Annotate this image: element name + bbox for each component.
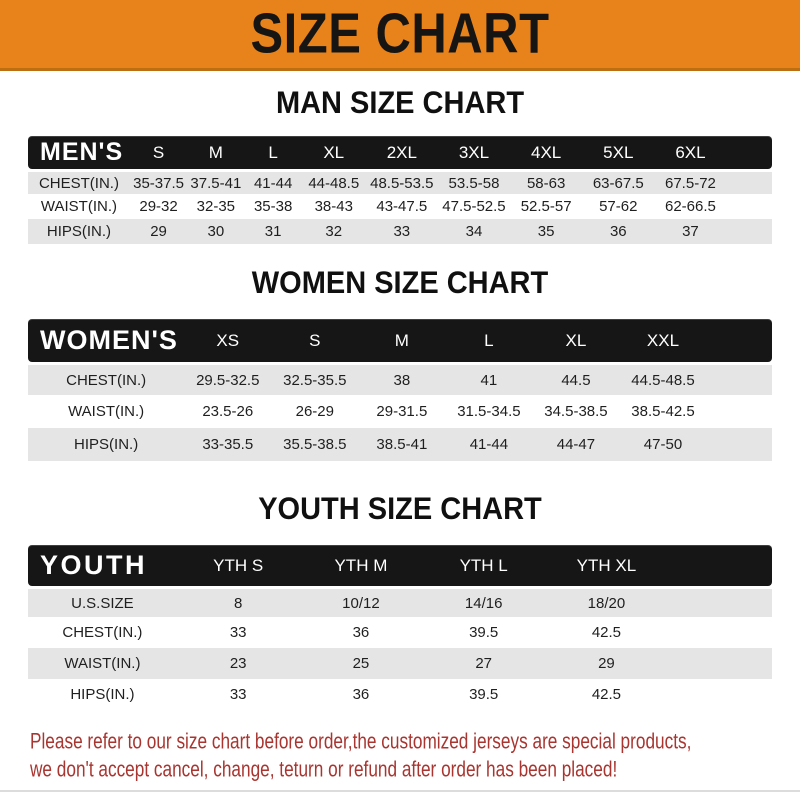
size-value-cell: 30: [187, 219, 244, 244]
disclaimer-line-2: we don't accept cancel, change, teturn or refund after order has been placed!: [30, 757, 618, 782]
size-value-cell: 32: [302, 219, 366, 244]
size-chart-banner: [0, 0, 800, 71]
size-value-cell: 39.5: [469, 686, 499, 703]
size-value-cell: 29-32: [139, 198, 178, 215]
size-value-cell: 38.5-41: [358, 428, 445, 461]
size-value-cell: 62-66.5: [665, 198, 716, 215]
table-row: [28, 194, 772, 219]
row-label: HIPS(IN.): [28, 428, 184, 461]
filler-cell: [707, 319, 772, 362]
column-header: YTH XL: [545, 545, 668, 586]
size-value-cell: 52.5-57: [520, 198, 572, 215]
size-value-cell: 58-63: [510, 169, 582, 194]
size-value-cell: 44-48.5: [302, 169, 366, 194]
column-header: M: [358, 319, 445, 362]
column-header: L: [445, 319, 532, 362]
table-row: [28, 586, 772, 617]
row-label: CHEST(IN.): [62, 624, 143, 641]
size-value-cell: 33: [229, 624, 247, 641]
size-value-cell: 33: [366, 219, 438, 244]
size-value-cell: 37.5-41: [187, 169, 244, 194]
column-header: 6XL: [654, 136, 726, 169]
size-value-cell: 18/20: [545, 586, 668, 617]
column-header: XS: [184, 319, 271, 362]
size-value-cell: 44.5-48.5: [619, 362, 706, 395]
filler-cell: [727, 219, 772, 244]
size-value-cell: 14/16: [422, 586, 545, 617]
size-value-cell: 38-43: [314, 198, 353, 215]
man-section-heading-text: MAN SIZE CHART: [275, 85, 525, 121]
column-header: L: [244, 136, 301, 169]
row-label: CHEST(IN.): [28, 362, 184, 395]
size-value-cell: 34.5-38.5: [544, 403, 608, 420]
filler-cell: [707, 428, 772, 461]
table-row: [28, 679, 772, 710]
size-value-cell: 44.5: [532, 362, 619, 395]
filler-cell: [668, 545, 772, 586]
size-value-cell: 31.5-34.5: [457, 403, 521, 420]
banner-title: SIZE CHART: [250, 2, 550, 66]
filler-cell: [668, 648, 772, 679]
row-label: CHEST(IN.): [28, 169, 130, 194]
size-value-cell: 23: [177, 648, 300, 679]
table-row: [28, 648, 772, 679]
row-label: HIPS(IN.): [28, 219, 130, 244]
size-value-cell: 57-62: [599, 198, 638, 215]
size-value-cell: 44-47: [532, 428, 619, 461]
womens-table-label: WOMEN'S: [28, 319, 184, 362]
size-value-cell: 43-47.5: [376, 198, 428, 215]
size-value-cell: 35-38: [253, 198, 293, 215]
size-value-cell: 63-67.5: [582, 169, 654, 194]
mens-size-table: [28, 136, 772, 244]
size-value-cell: 36: [352, 686, 370, 703]
size-value-cell: 35: [510, 219, 582, 244]
filler-cell: [727, 136, 772, 169]
disclaimer: [30, 728, 800, 784]
man-section-heading: [0, 86, 800, 120]
size-value-cell: 33-35.5: [184, 428, 271, 461]
row-label: WAIST(IN.): [28, 648, 177, 679]
size-value-cell: 26-29: [295, 403, 334, 420]
size-value-cell: 33: [229, 686, 247, 703]
size-value-cell: 67.5-72: [654, 169, 726, 194]
filler-cell: [668, 679, 772, 710]
table-row: [28, 428, 772, 461]
table-row: [28, 362, 772, 395]
size-value-cell: 38: [358, 362, 445, 395]
womens-header-row: [28, 319, 772, 362]
size-value-cell: 36: [582, 219, 654, 244]
size-value-cell: 32-35: [196, 198, 236, 215]
mens-table-label: MEN'S: [28, 136, 130, 169]
filler-cell: [707, 362, 772, 395]
size-value-cell: 42.5: [591, 686, 622, 703]
size-value-cell: 32.5-35.5: [271, 362, 358, 395]
column-header: YTH S: [177, 545, 300, 586]
column-header: XL: [302, 136, 366, 169]
size-value-cell: 48.5-53.5: [366, 169, 438, 194]
filler-cell: [668, 586, 772, 617]
table-row: [28, 169, 772, 194]
size-value-cell: 41-44: [445, 428, 532, 461]
women-section-heading: [0, 266, 800, 300]
bottom-divider: [0, 790, 800, 792]
table-row: [28, 395, 772, 428]
youth-table-label: YOUTH: [28, 545, 177, 586]
youth-section-heading-text: YOUTH SIZE CHART: [258, 491, 542, 527]
youth-size-table: [28, 545, 772, 710]
size-value-cell: 29-31.5: [376, 403, 428, 420]
size-value-cell: 42.5: [591, 624, 622, 641]
column-header: S: [130, 136, 187, 169]
filler-cell: [727, 169, 772, 194]
womens-size-table: [28, 319, 772, 461]
size-value-cell: 47-50: [619, 428, 706, 461]
size-value-cell: 29.5-32.5: [184, 362, 271, 395]
mens-header-row: [28, 136, 772, 169]
column-header: M: [187, 136, 244, 169]
size-value-cell: 10/12: [300, 586, 423, 617]
row-label: WAIST(IN.): [68, 403, 145, 420]
column-header: 5XL: [582, 136, 654, 169]
row-label: WAIST(IN.): [40, 198, 118, 215]
youth-header-row: [28, 545, 772, 586]
size-value-cell: 31: [244, 219, 301, 244]
size-value-cell: 23.5-26: [202, 403, 254, 420]
column-header: YTH L: [422, 545, 545, 586]
column-header: 4XL: [510, 136, 582, 169]
size-value-cell: 41-44: [244, 169, 301, 194]
filler-cell: [707, 395, 772, 428]
filler-cell: [668, 617, 772, 648]
disclaimer-line-1: Please refer to our size chart before order,the customized jerseys are special products,: [30, 729, 692, 754]
row-label: U.S.SIZE: [28, 586, 177, 617]
column-header: XXL: [619, 319, 706, 362]
size-value-cell: 25: [300, 648, 423, 679]
size-value-cell: 8: [177, 586, 300, 617]
column-header: XL: [532, 319, 619, 362]
youth-section-heading: [0, 492, 800, 526]
size-value-cell: 29: [130, 219, 187, 244]
column-header: 3XL: [438, 136, 510, 169]
size-value-cell: 39.5: [469, 624, 499, 641]
size-value-cell: 36: [352, 624, 370, 641]
column-header: YTH M: [300, 545, 423, 586]
size-value-cell: 41: [445, 362, 532, 395]
size-value-cell: 37: [654, 219, 726, 244]
size-value-cell: 27: [422, 648, 545, 679]
size-value-cell: 53.5-58: [438, 169, 510, 194]
row-label: HIPS(IN.): [70, 686, 135, 703]
size-value-cell: 35.5-38.5: [271, 428, 358, 461]
size-value-cell: 29: [545, 648, 668, 679]
size-value-cell: 47.5-52.5: [442, 198, 506, 215]
size-value-cell: 34: [438, 219, 510, 244]
women-section-heading-text: WOMEN SIZE CHART: [251, 265, 549, 301]
filler-cell: [727, 194, 772, 219]
column-header: 2XL: [366, 136, 438, 169]
column-header: S: [271, 319, 358, 362]
size-value-cell: 35-37.5: [130, 169, 187, 194]
size-value-cell: 38.5-42.5: [631, 403, 695, 420]
table-row: [28, 617, 772, 648]
table-row: [28, 219, 772, 244]
